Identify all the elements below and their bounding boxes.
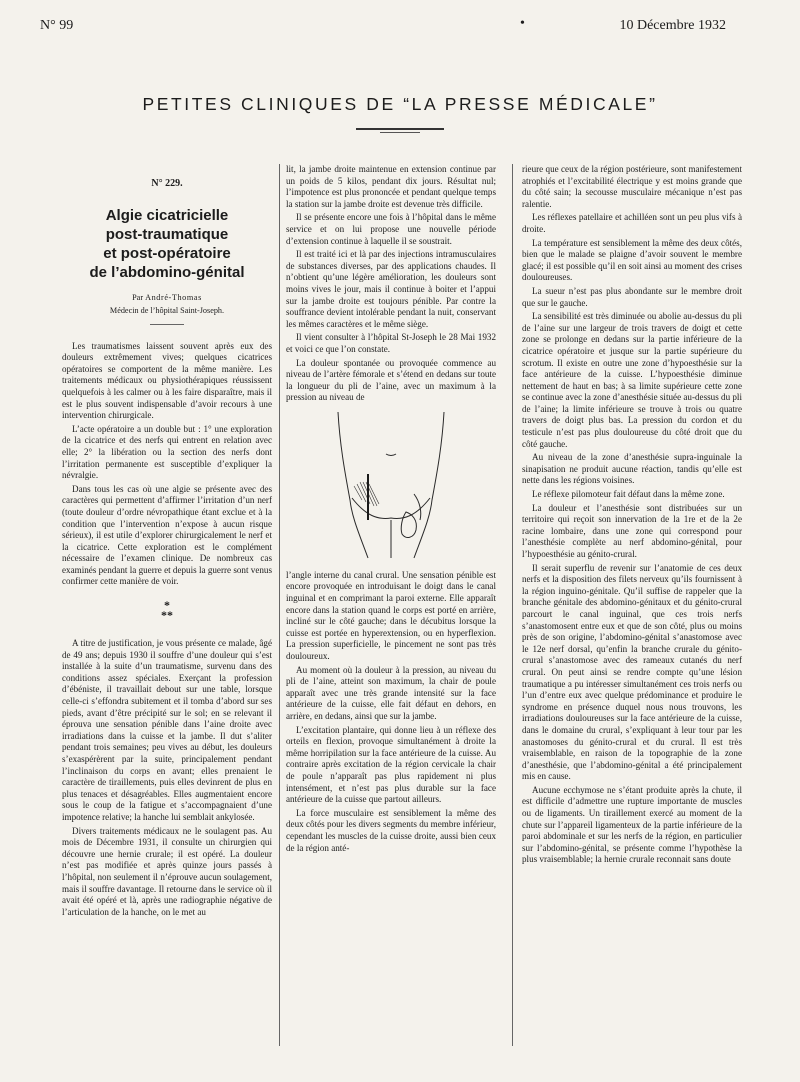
star-bottom: ** — [161, 608, 173, 623]
navel — [386, 454, 396, 456]
body-paragraph: rieure que ceux de la région postérieure, sont manifestement atrophiés et l’excitabilité électrique y est moins grande que du côté sain; la secousse musculaire mécanique n’est pas ralentie. — [522, 164, 742, 209]
body-paragraph: L’excitation plantaire, qui donne lieu à un réflexe des orteils en flexion, provoque simultanément à droite la même horripilation sur la face antérieure de la cuisse. Au contraire après excitation de la région cervicale la chair de poule n’apparaît pas plus rapidement ni plus intensément, et n’est pas plus durable sur la face antérieure de la cuisse que partout ailleurs. — [286, 724, 496, 805]
author-affiliation: Médecin de l’hôpital Saint-Joseph. — [109, 305, 225, 315]
body-paragraph: l’angle interne du canal crural. Une sensation pénible est encore provoquée en introduisant le doigt dans le canal inguinal et en comprimant la paroi externe. Elle apparaît encore dans la station quand le corps est porté en arrière, incliné sur le côté gauche; dans le décubitus lorsque la cuisse est portée en hyperextension, ou en hyperflexion. La pression superficielle, le pincement ne sont pas très douloureux. — [286, 569, 496, 662]
penis-outline — [414, 494, 421, 520]
body-paragraph: Le réflexe pilomoteur fait défaut dans la même zone. — [532, 489, 725, 500]
author-prefix: Par — [132, 292, 144, 302]
body-paragraph: La sensibilité est très diminuée ou abolie au-dessus du pli de l’aine sur une largeur de trois travers de doigt et cette zone se prolonge en dedans sur la partie inférieure de la cicatrice opératoire et jusque sur la partie supérieure du scrotum. Il existe en outre une zone d’hypoesthésie sur la face antérieure de la cuisse. L’hypoesthésie diminue nettement de haut en bas; à sa limite supérieure cette zone se continue avec la zone d’anesthésie située au-dessus du pli de l’aine; la limite inférieure se trouve à trois ou quatre travers de doigt plus bas. La pression du cordon et du testicule n’est pas plus douloureuse du côté droit que du côté gauche. — [522, 311, 742, 449]
body-paragraph: La sueur n’est pas plus abondante sur le membre droit que sur le gauche. — [522, 285, 742, 308]
separator-rule — [150, 324, 184, 325]
body-paragraph: Les réflexes patellaire et achilléen sont un peu plus vifs à droite. — [522, 212, 742, 234]
body-paragraph: Il est traité ici et là par des injections intramusculaires de substances diverses, par des applications chaudes. Il n’obtient qu’une légère amélioration, les douleurs sont moins vives le jour, mais il continue à boiter et l’appui sur la jambe droite est toujours pénible. Par contre la souffrance devient intolérable pendant la nuit, conservant les mêmes caractères et le même siège. — [286, 249, 496, 329]
article-number: N° 229. — [151, 178, 183, 189]
title-line: et post-opératoire — [103, 244, 231, 262]
column-1 — [62, 164, 272, 920]
column-divider-2 — [512, 164, 513, 1046]
body-paragraph: Au moment où la douleur à la pression, au niveau du pli de l’aine, atteint son maximum, la chair de poule apparaît avec une très grande intensité sur la face antérieure de la cuisse, elle fait défaut en dehors, en arrière, en dedans, ainsi que sur la jambe. — [286, 664, 496, 721]
torso-sensory-diagram — [316, 408, 466, 560]
header-mark: • — [520, 16, 525, 31]
article-title — [62, 206, 272, 282]
body-paragraph: La douleur et l’anesthésie sont distribuées sur un territoire qui reçoit son innervation de la 1re et de la 2e racine lombaire, dans une zone qui correspond pour l’anesthésie complète au nerf abdomino-génital, pour l’hypoesthésie au génito-crural. — [522, 502, 742, 559]
column-2 — [286, 164, 496, 856]
body-paragraph: Il serait superflu de revenir sur l’anatomie de ces deux nerfs et la disposition des filets nerveux qu’ils fournissent à la région inguino-génitale. Qu’il suffise de rappeler que la branche génitale des abdomino-génitaux et du génito-crural parcourt le canal inguinal, que ces trois nerfs s’anastomosent entre eux et que de son côté, plus ou moins près de son origine, l’abdomino-génital s’anastomose avec le 12e nerf dorsal, qu’enfin la branche crurale du génito-crural s’anastomose avec des rameaux cutanés du nerf crural. On peut ainsi se rendre compte qu’une lésion traumatique a pu intéresser simultanément ces trois nerfs ou l’un d’entre eux avec quelque prédominance et produire le syndrome en présence duquel nous nous trouvons, les irradiations douloureuses sur la face antérieure de la cuisse, dans le domaine du crural, s’expliquant à leur tour par les anastomoses du génito-crural et du crural. Il est très vraisemblable, en raison de la topographie de la zone d’anesthésie, que l’abdomino-génital a été principalement mis en cause. — [522, 562, 742, 782]
anesthesia-hatch — [354, 482, 379, 506]
column-3 — [522, 164, 742, 868]
body-paragraph: Divers traitements médicaux ne le soulagent pas. Au mois de Décembre 1931, il consulte un chirurgien qui découvre une hernie crurale; il est opéré. La douleur n’est pas modifiée et après quinze jours passés à l’hôpital, non seulement il n’éprouve aucun soulagement, mais il souffre davantage. Il retourne dans le service où il avait été opéré et là, après une radiographie négative de l’articulation de la hanche, on le met au — [62, 825, 272, 917]
author-name: André-Thomas — [145, 292, 202, 302]
body-paragraph: La force musculaire est sensiblement la même des deux côtés pour les divers segments du membre inférieur, cependant les muscles de la cuisse droite, aussi bien ceux de la région anté- — [286, 807, 496, 853]
body-paragraph: Au niveau de la zone d’anesthésie supra-inguinale la sinapisation ne produit aucune réaction, tandis qu’elle est nette dans les régions voisines. — [522, 452, 742, 486]
banner-rule-secondary — [380, 132, 420, 133]
body-outline-right — [414, 412, 444, 558]
body-paragraph: Il vient consulter à l’hôpital St-Joseph le 28 Mai 1932 et voici ce que l’on constate. — [286, 332, 496, 354]
body-paragraph: La température est sensiblement la même des deux côtés, bien que le malade se plaigne d’avoir souvent le membre glacé; il est possible qu’il en soit ainsi au moment des crises douloureuses. — [522, 237, 742, 283]
author-line — [62, 292, 272, 303]
body-paragraph: La douleur spontanée ou provoquée commence au niveau de l’artère fémorale et s’étend en dedans sur toute la longueur du pli de l’aine, avec un maximum à la pression au niveau de — [286, 357, 496, 403]
anatomical-figure — [316, 408, 466, 560]
body-paragraph: Dans tous les cas où une algie se présente avec des caractères qui permettent d’affirmer l’irritation d’un nerf (toute douleur d’ordre névropathique étant exclue et à la condition que l’intervention n’expose à aucun risque sérieux), il est utile d’explorer chirurgicalement le nerf et la cicatrice. Cette exploration est le complément nécessaire de l’examen clinique. De nombreux cas examinés pendant la guerre et depuis la guerre sont venus confirmer cette manière de voir. — [62, 483, 272, 587]
column-divider-1 — [279, 164, 280, 1046]
title-line: Algie cicatricielle — [105, 206, 229, 224]
issue-date: 10 Décembre 1932 — [619, 18, 726, 33]
star-top: * — [164, 598, 170, 613]
title-line: de l’abdomino-génital — [89, 263, 245, 281]
body-paragraph: Les traumatismes laissent souvent après eux des douleurs extrêmement vives; quelques cicatrices opératoires se comportent de la même manière. Les traitements médicaux ou physiothérapiques réussissent quelquefois à les calmer ou à les faire disparaître, mais il est le plus souvent indispensable d’avoir recours à une intervention chirurgicale. — [62, 340, 272, 421]
body-outline-left — [338, 412, 368, 558]
body-paragraph: A titre de justification, je vous présente ce malade, âgé de 49 ans; depuis 1930 il souffre d’une douleur qui s’est installée à la suite d’un traumatisme, survenu dans des conditions assez spéciales. Exerçant la profession d’ébéniste, il travaillait debout sur une table, lorsque celle-ci s’effondra subitement et il tomba d’abord sur ses pieds, avant d’être précipité sur le sol; en se relevant il éprouva une sensation pénible dans l’aine droite avec irradiations dans la cuisse et la jambe. Il dut s’aliter pendant trois semaines; peu vives au début, les douleurs s’exaspérèrent par la suite, principalement pendant l’inclinaison du corps en avant; elles prenaient le caractère de tiraillements, puis elles devinrent de plus en plus tenaces et désagréables. Elles augmentaient encore sous le coup de la fatigue et s’accompagnaient d’une impotence relative; la hanche lui semblait ankylosée. — [62, 638, 272, 822]
title-line: post-traumatique — [105, 225, 229, 243]
body-paragraph: lit, la jambe droite maintenue en extension continue par un poids de 5 kilos, pendant dix jours. Résultat nul; l’impotence est plus prononcée et pendant quelque temps la station sur la jambe droite est devenue très difficile. — [286, 164, 496, 209]
body-paragraph: Aucune ecchymose ne s’étant produite après la chute, il est difficile d’admettre une rupture importante de muscles ou de ligaments. Un tiraillement exercé au moment de la chute sur l’appareil ligamenteux de la partie inférieure de la paroi abdominale et sur les nerfs de la région, en particulier sur l’abdomino-génital, se présente comme l’hypothèse la plus vraisemblable; la hernie crurale reconnait sans doute — [522, 784, 742, 865]
body-paragraph: L’acte opératoire a un double but : 1° une exploration de la cicatrice et des nerfs qui entrent en relation avec elle; 2° la libération ou la section des nerfs dont l’irritation permanente est susceptible d’expliquer la névralgie. — [62, 423, 272, 481]
section-stars — [62, 598, 272, 623]
journal-banner: PETITES CLINIQUES DE “LA PRESSE MÉDICALE” — [142, 94, 658, 114]
banner-rule — [356, 128, 444, 130]
body-paragraph: Il se présente encore une fois à l’hôpital dans le même service et on lui propose une nouvelle période d’extension continue à laquelle il se soustrait. — [286, 212, 496, 246]
issue-number: N° 99 — [40, 18, 74, 33]
